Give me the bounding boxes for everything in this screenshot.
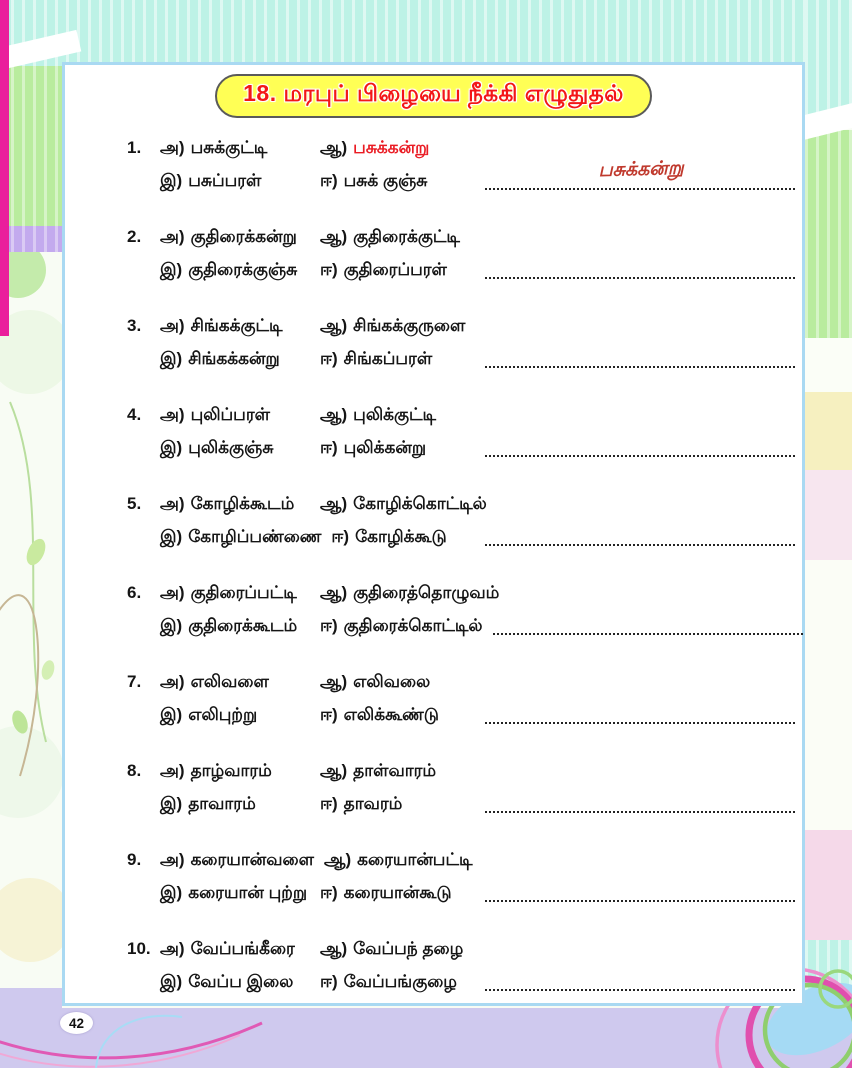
option-a [160, 754, 320, 787]
decor-left-pale [0, 252, 62, 988]
question-number: 2. [127, 227, 142, 246]
option-ii [331, 520, 456, 553]
option-a [160, 131, 320, 164]
question-row-1 [127, 665, 797, 698]
decor-right-pale-2 [805, 560, 852, 830]
dotted-line [485, 455, 795, 457]
option-aa [320, 131, 439, 164]
option-i-label: இ) [160, 260, 183, 279]
option-i-label: இ) [160, 883, 183, 902]
decor-left-margin [0, 0, 62, 1068]
option-i-label: இ) [160, 438, 183, 457]
option-i-text: குதிரைக்கூடம் [188, 616, 298, 635]
page-title: 18. மரபுப் பிழையை நீக்கி எழுதுதல் [215, 74, 652, 118]
option-aa [320, 398, 446, 431]
question-number: 5. [127, 494, 142, 513]
question-number: 6. [127, 583, 142, 602]
question-item [127, 665, 797, 731]
option-i [160, 164, 320, 197]
option-a [160, 487, 320, 520]
option-aa [320, 665, 440, 698]
option-aa-text: வேப்பந் தழை [353, 939, 464, 958]
option-ii-label: ஈ) [320, 171, 338, 190]
question-row-2 [127, 965, 797, 998]
option-aa-label: ஆ) [320, 227, 348, 246]
option-aa-text: பசுக்கன்று [353, 138, 430, 157]
option-i [160, 431, 320, 464]
question-number-spacer [127, 609, 160, 642]
option-a-text: கோழிக்கூடம் [190, 494, 295, 513]
option-ii-label: ஈ) [320, 260, 338, 279]
option-i [160, 698, 320, 731]
option-a-text: சிங்கக்குட்டி [190, 316, 283, 335]
option-aa-text: தாள்வாரம் [353, 761, 437, 780]
option-ii-text: புலிக்கன்று [343, 438, 427, 457]
answer-blank [485, 965, 797, 998]
option-aa-label: ஆ) [320, 761, 348, 780]
option-a [160, 665, 320, 698]
decor-right-margin [805, 0, 852, 1068]
option-aa-text: சிங்கக்குருளை [353, 316, 466, 335]
question-number: 10. [127, 939, 151, 958]
option-a [160, 932, 320, 965]
option-ii [320, 609, 493, 642]
dotted-line [485, 989, 795, 991]
option-i-text: குதிரைக்குஞ்சு [188, 260, 298, 279]
option-ii-text: குதிரைப்பரள் [343, 260, 447, 279]
content-panel [62, 62, 805, 1006]
decor-right-pale [805, 338, 852, 392]
option-aa [320, 754, 446, 787]
option-ii-text: குதிரைக்கொட்டில் [343, 616, 483, 635]
dotted-line [485, 544, 795, 546]
question-item [127, 843, 797, 909]
title-row [65, 74, 802, 118]
option-ii [320, 965, 467, 998]
question-row-1 [127, 487, 797, 520]
option-aa-text: கோழிக்கொட்டில் [353, 494, 487, 513]
option-aa-text: எலிவலை [353, 672, 431, 691]
page-number-badge [60, 1012, 93, 1034]
decor-right-pink-patch-1 [805, 470, 852, 560]
question-row-2 [127, 342, 797, 375]
option-a-label: அ) [160, 227, 185, 246]
question-number: 4. [127, 405, 142, 424]
option-a-text: பசுக்குட்டி [190, 138, 268, 157]
option-ii-label: ஈ) [320, 972, 338, 991]
dotted-line [485, 811, 795, 813]
question-number-spacer [127, 253, 160, 286]
option-aa-label: ஆ) [320, 138, 348, 157]
question-row-1 [127, 220, 797, 253]
question-number-spacer [127, 431, 160, 464]
option-i [160, 965, 320, 998]
option-a [160, 398, 320, 431]
dotted-line [485, 277, 795, 279]
option-aa-text: குதிரைத்தொழுவம் [353, 583, 500, 602]
option-a-label: அ) [160, 405, 185, 424]
option-aa-label: ஆ) [320, 672, 348, 691]
option-ii-label: ஈ) [320, 616, 338, 635]
decor-right-yellow-patch [805, 392, 852, 470]
dotted-line [485, 722, 795, 724]
option-ii-text: தாவரம் [343, 794, 403, 813]
option-i [160, 609, 320, 642]
option-a-text: தாழ்வாரம் [190, 761, 272, 780]
option-a [160, 843, 324, 876]
answer-blank [493, 609, 805, 642]
handwritten-answer: பசுக்கன்று [598, 157, 684, 182]
question-row-2 [127, 431, 797, 464]
option-a-text: புலிப்பரள் [190, 405, 270, 424]
option-ii-label: ஈ) [320, 705, 338, 724]
dotted-line [493, 633, 803, 635]
question-row-1 [127, 576, 797, 609]
answer-blank [485, 787, 797, 820]
question-number-spacer [127, 698, 160, 731]
question-item [127, 220, 797, 286]
decor-magenta-edge-strip [0, 0, 9, 336]
question-number-spacer [127, 787, 160, 820]
option-i [160, 876, 320, 909]
dotted-line [485, 900, 795, 902]
option-a-text: கரையான்வளை [190, 850, 314, 869]
question-number: 7. [127, 672, 142, 691]
option-a-text: குதிரைக்கன்று [190, 227, 297, 246]
option-a-label: அ) [160, 494, 185, 513]
option-i [160, 787, 320, 820]
option-ii-label: ஈ) [320, 349, 338, 368]
option-i-label: இ) [160, 349, 183, 368]
option-ii-text: சிங்கப்பரள் [343, 349, 433, 368]
option-ii [320, 342, 442, 375]
option-a-label: அ) [160, 850, 185, 869]
option-i-label: இ) [160, 616, 183, 635]
decor-left-purple-band [0, 226, 62, 252]
option-i-text: புலிக்குஞ்சு [188, 438, 274, 457]
option-aa-label: ஆ) [320, 583, 348, 602]
question-number: 3. [127, 316, 142, 335]
question-item [127, 131, 797, 197]
option-aa [320, 576, 509, 609]
option-ii-label: ஈ) [320, 794, 338, 813]
option-ii [320, 431, 436, 464]
option-i [160, 253, 320, 286]
answer-blank [485, 520, 797, 553]
question-row-2 [127, 157, 797, 197]
option-aa-text: கரையான்பட்டி [357, 850, 473, 869]
option-i [160, 520, 331, 553]
question-row-2 [127, 609, 797, 642]
option-ii-label: ஈ) [331, 527, 350, 546]
decor-bottom-band [0, 1008, 852, 1068]
option-aa-label: ஆ) [323, 850, 352, 869]
option-ii-text: கோழிக்கூடு [355, 527, 447, 546]
option-aa [320, 932, 473, 965]
question-number: 1. [127, 138, 142, 157]
option-i-label: இ) [160, 972, 183, 991]
question-number-spacer [127, 965, 160, 998]
question-row-1 [127, 843, 797, 876]
option-a-label: அ) [160, 939, 185, 958]
answer-blank [485, 342, 797, 375]
option-ii [320, 253, 457, 286]
option-a-text: குதிரைப்பட்டி [190, 583, 297, 602]
option-ii-label: ஈ) [320, 883, 338, 902]
option-ii-text: கரையான்கூடு [343, 883, 452, 902]
question-item [127, 487, 797, 553]
question-number-spacer [127, 520, 160, 553]
option-a [160, 309, 320, 342]
option-a-label: அ) [160, 316, 185, 335]
option-ii [320, 787, 412, 820]
option-aa-text: புலிக்குட்டி [353, 405, 437, 424]
answer-blank [485, 431, 797, 464]
option-i-text: எலிபுற்று [188, 705, 258, 724]
decor-left-green [0, 66, 62, 226]
page-number-text: 42 [68, 1015, 85, 1031]
question-row-2 [127, 787, 797, 820]
option-aa [324, 843, 483, 876]
question-row-1 [127, 398, 797, 431]
option-aa-text: குதிரைக்குட்டி [353, 227, 460, 246]
answer-blank [485, 253, 797, 286]
option-ii [320, 698, 449, 731]
question-row-2 [127, 253, 797, 286]
question-row-1 [127, 754, 797, 787]
question-row-2 [127, 698, 797, 731]
option-ii-label: ஈ) [320, 438, 338, 457]
option-a [160, 576, 320, 609]
questions-list [65, 131, 802, 998]
question-item [127, 309, 797, 375]
option-aa-label: ஆ) [320, 939, 348, 958]
option-aa-label: ஆ) [320, 494, 348, 513]
option-i-label: இ) [160, 794, 183, 813]
option-aa [320, 309, 475, 342]
option-a [160, 220, 320, 253]
option-a-label: அ) [160, 761, 185, 780]
option-i-label: இ) [160, 705, 183, 724]
option-i-text: சிங்கக்கன்று [188, 349, 280, 368]
question-number-spacer [127, 342, 160, 375]
question-number: 8. [127, 761, 142, 780]
option-i-label: இ) [160, 171, 183, 190]
option-a-text: எலிவளை [190, 672, 269, 691]
option-i [160, 342, 320, 375]
option-i-text: கோழிப்பண்ணை [188, 527, 322, 546]
answer-blank [485, 698, 797, 731]
question-item [127, 398, 797, 464]
option-a-text: வேப்பங்கீரை [190, 939, 295, 958]
option-aa-label: ஆ) [320, 316, 348, 335]
option-ii-text: வேப்பங்குழை [343, 972, 457, 991]
answer-blank [485, 876, 797, 909]
option-i-text: பசுப்பரள் [188, 171, 262, 190]
question-row-1 [127, 932, 797, 965]
decor-right-cyan-bottom [805, 940, 852, 1010]
option-ii-text: பசுக் குஞ்சு [343, 171, 428, 190]
option-ii [320, 876, 462, 909]
question-row-2 [127, 876, 797, 909]
decor-right-pink-patch-2 [805, 830, 852, 940]
option-a-label: அ) [160, 672, 185, 691]
option-i-text: கரையான் புற்று [188, 883, 308, 902]
question-number-spacer [127, 876, 160, 909]
option-aa [320, 220, 470, 253]
decor-top-stripe-band [0, 0, 852, 62]
question-row-1 [127, 309, 797, 342]
option-i-text: வேப்ப இலை [188, 972, 294, 991]
decor-right-green [805, 130, 852, 338]
option-a-label: அ) [160, 138, 185, 157]
dotted-line [485, 188, 795, 190]
question-item [127, 576, 797, 642]
option-i-label: இ) [160, 527, 183, 546]
option-a-label: அ) [160, 583, 185, 602]
question-number-spacer [127, 164, 160, 197]
option-ii [320, 164, 437, 197]
answer-blank [485, 157, 797, 197]
question-item [127, 754, 797, 820]
option-ii-text: எலிக்கூண்டு [343, 705, 439, 724]
option-i-text: தாவாரம் [188, 794, 256, 813]
question-row-2 [127, 520, 797, 553]
option-aa [320, 487, 497, 520]
dotted-line [485, 366, 795, 368]
option-aa-label: ஆ) [320, 405, 348, 424]
question-number: 9. [127, 850, 142, 869]
question-item [127, 932, 797, 998]
